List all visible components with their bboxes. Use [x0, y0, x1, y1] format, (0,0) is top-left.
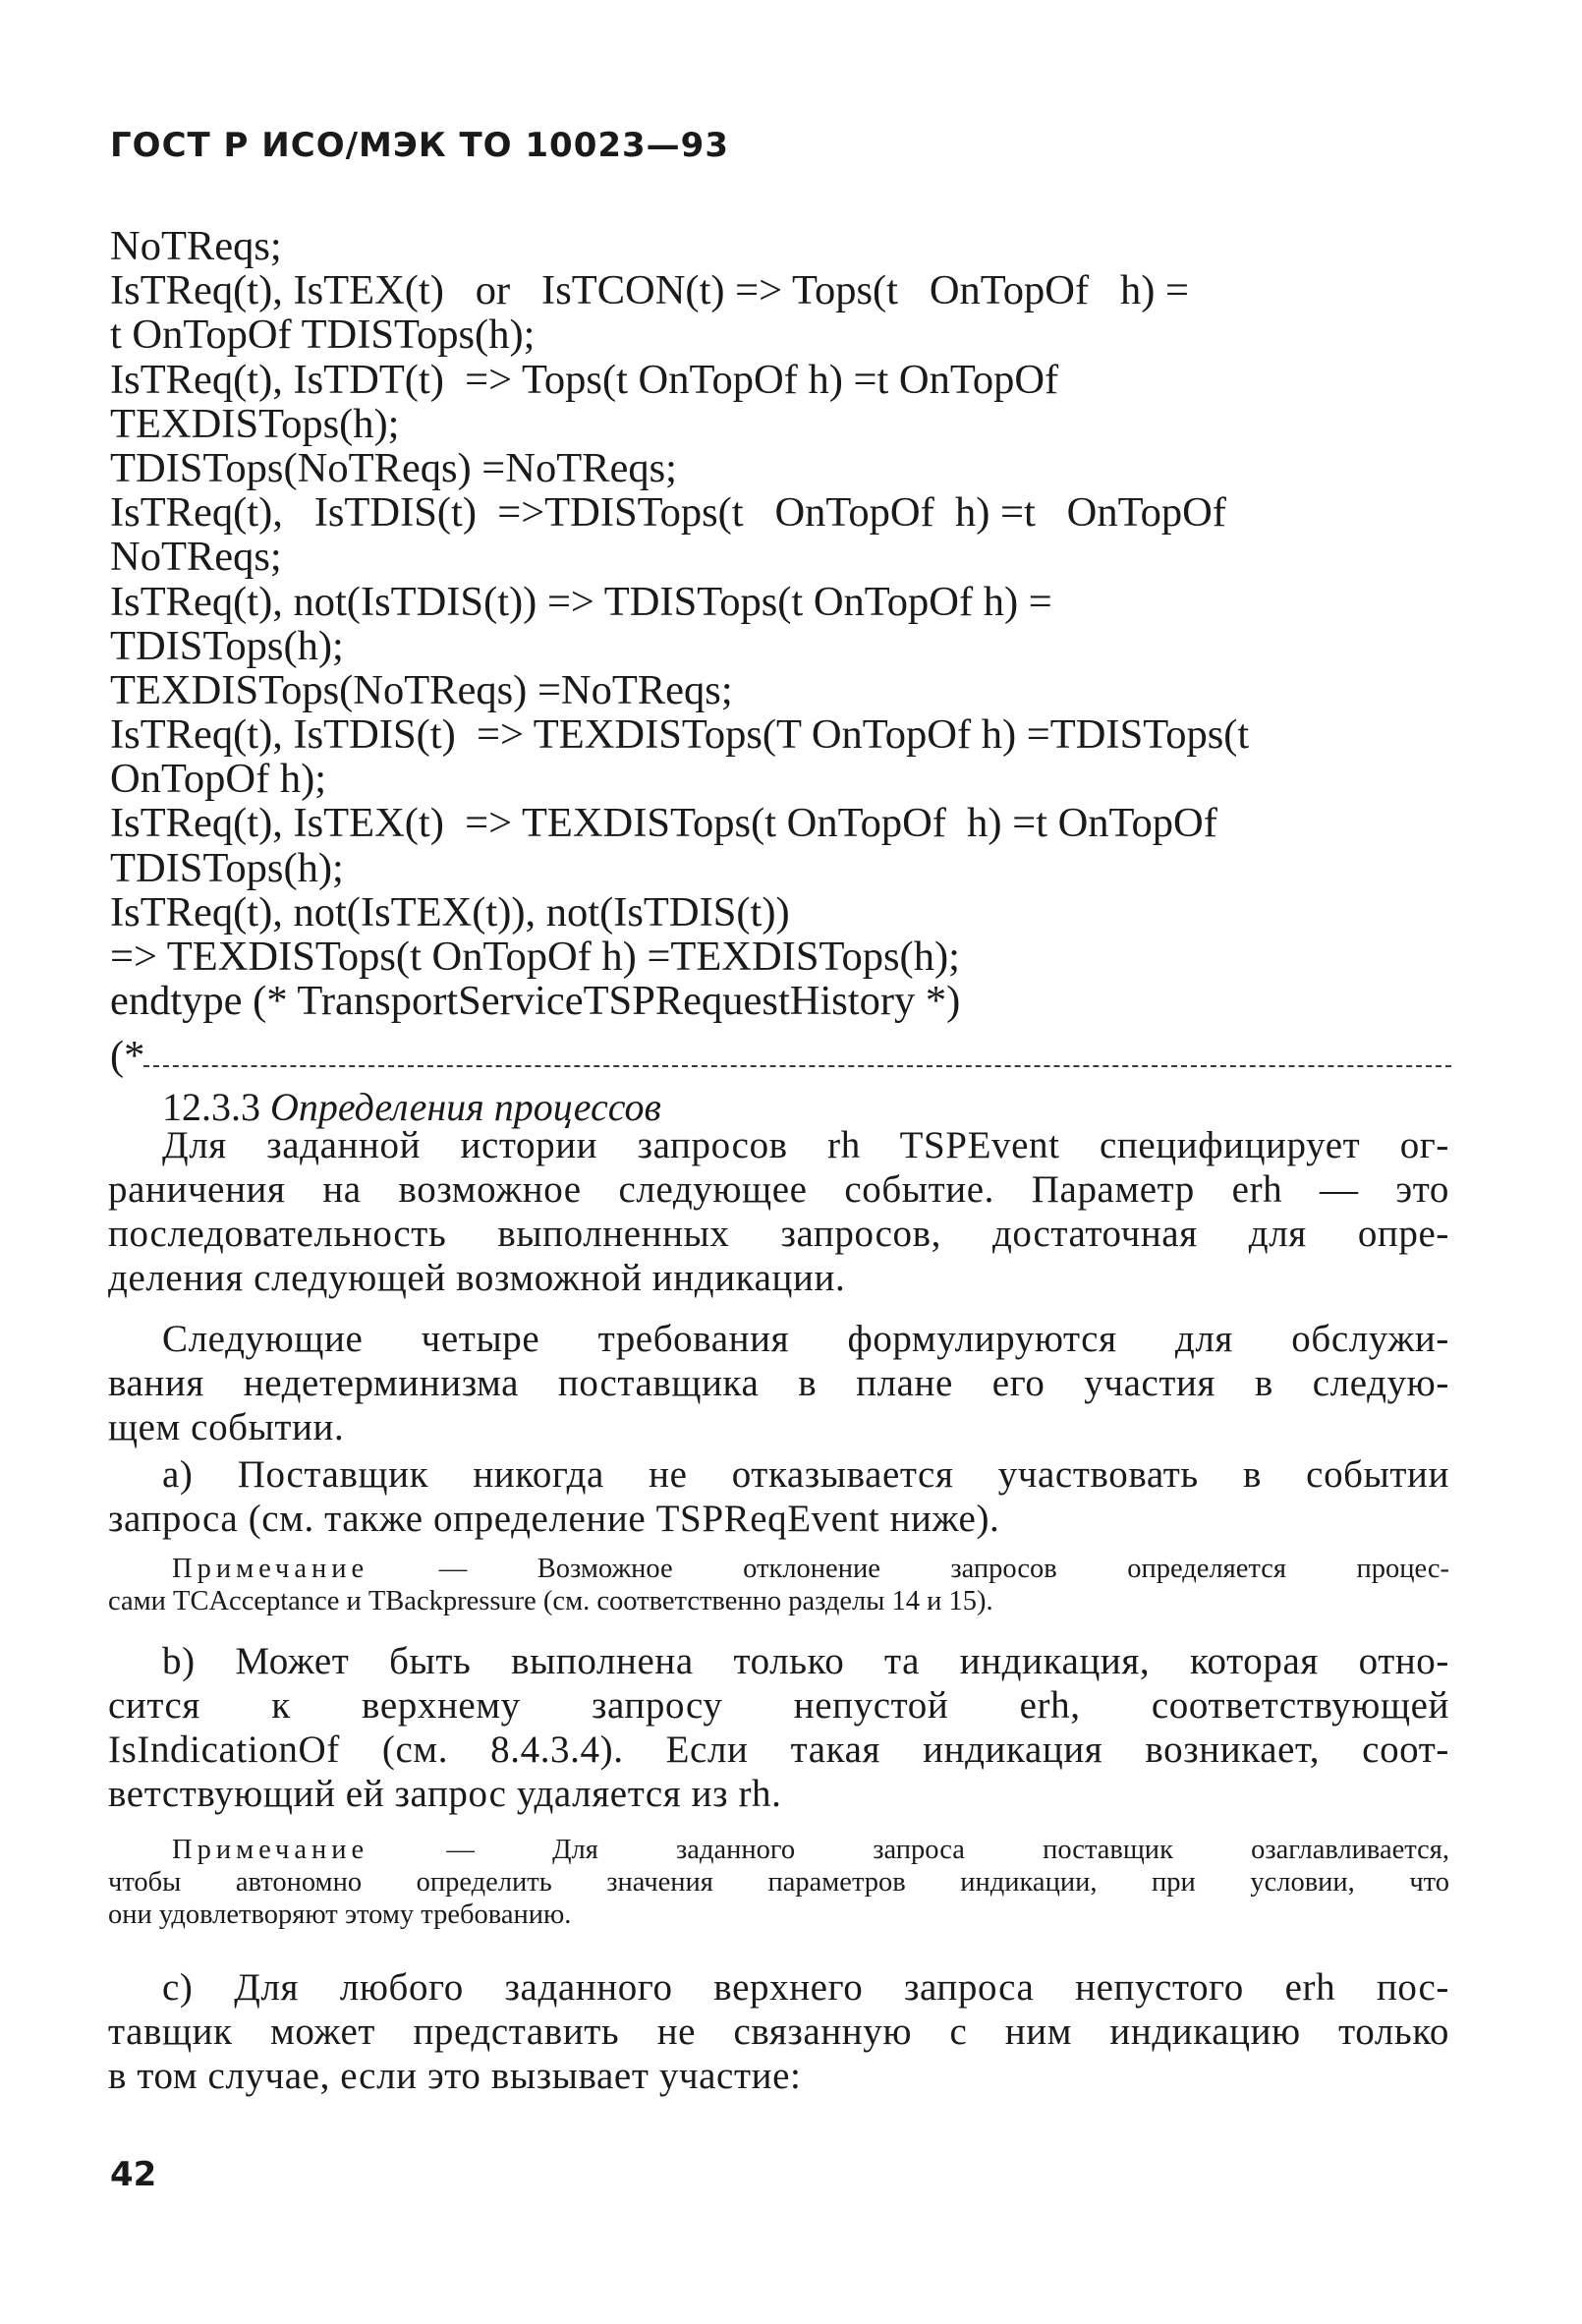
- note-text: чтобы автономно определить значения параметров индикации, при условии, что: [108, 1867, 1449, 1898]
- dashed-rule: [143, 1065, 1451, 1067]
- text-line: IsIndicationOf (см. 8.4.3.4). Если такая индикация возникает, соот-: [108, 1729, 1449, 1771]
- text-line: раничения на возможное следующее событие. Параметр erh — это: [108, 1168, 1449, 1211]
- paragraph-item-c: [108, 1965, 1449, 2098]
- paragraph-intro: [108, 1123, 1449, 1300]
- text-line: Следующие четыре требования формулируются для обслужи-: [162, 1318, 1449, 1360]
- code-line: t OnTopOf TDISTops(h);: [110, 312, 536, 359]
- code-line: TEXDISTops(NoTReqs) =NoTReqs;: [110, 666, 733, 713]
- paragraph-item-b: [108, 1639, 1449, 1816]
- code-line: NoTReqs;: [110, 223, 282, 269]
- section-title: Определения процессов: [270, 1085, 661, 1129]
- running-header: ГОСТ Р ИСО/МЭК ТО 10023—93: [110, 126, 729, 165]
- paragraph-requirements: [108, 1317, 1449, 1449]
- text-line: запроса (см. также определение TSPReqEvent ниже).: [108, 1498, 1000, 1540]
- comment-open: (*: [110, 1033, 145, 1079]
- paragraph-item-a: [108, 1452, 1449, 1541]
- code-line: NoTReqs;: [110, 534, 282, 581]
- code-line: IsTReq(t), IsTEX(t) or IsTCON(t) => Tops(t OnTopOf h) =: [110, 267, 1189, 314]
- code-line: TDISTops(NoTReqs) =NoTReqs;: [110, 444, 677, 491]
- section-number: 12.3.3: [162, 1085, 260, 1129]
- code-line: => TEXDISTops(t OnTopOf h) =TEXDISTops(h);: [110, 934, 960, 980]
- code-line: TDISTops(h);: [110, 844, 344, 891]
- text-line: деления следующей возможной индикации.: [108, 1257, 846, 1299]
- comment-separator: [110, 1032, 1451, 1079]
- code-line: IsTReq(t), not(IsTDIS(t)) => TDISTops(t OnTopOf h) =: [110, 578, 1052, 625]
- note-label: Примечание: [172, 1554, 369, 1584]
- note-text: — Возможное отклонение запросов определяется процес-: [368, 1554, 1449, 1584]
- note-text: они удовлетворяют этому требованию.: [108, 1899, 572, 1930]
- text-line: тавщик может представить не связанную с ним индикацию только: [108, 2011, 1449, 2053]
- code-line: endtype (* TransportServiceTSPRequestHistory *): [110, 978, 961, 1025]
- page-number: 42: [110, 2155, 157, 2194]
- text-line: с) Для любого заданного верхнего запроса непустого erh пос-: [162, 1966, 1449, 2009]
- text-line: в том случае, если это вызывает участие:: [108, 2055, 802, 2097]
- text-line: последовательность выполненных запросов, достаточная для опре-: [108, 1213, 1449, 1255]
- text-line: Для заданной истории запросов rh TSPEvent специфицирует ог-: [162, 1124, 1449, 1166]
- code-line: TDISTops(h);: [110, 622, 344, 669]
- note-label: Примечание: [172, 1835, 369, 1865]
- note-1: [108, 1553, 1449, 1617]
- code-line: IsTReq(t), IsTEX(t) => TEXDISTops(t OnTopOf h) =t OnTopOf: [110, 800, 1217, 847]
- code-line: TEXDISTops(h);: [110, 400, 400, 447]
- text-line: ветствующий ей запрос удаляется из rh.: [108, 1773, 782, 1815]
- note-text: — Для заданного запроса поставщик озаглавливается,: [368, 1835, 1449, 1865]
- text-line: сится к верхнему запросу непустой erh, соответствующей: [108, 1684, 1449, 1727]
- code-line: OnTopOf h);: [110, 756, 327, 803]
- code-line: IsTReq(t), IsTDIS(t) => TEXDISTops(T OnTopOf h) =TDISTops(t: [110, 711, 1250, 759]
- text-line: щем событии.: [108, 1406, 345, 1448]
- text-line: b) Может быть выполнена только та индикация, которая отно-: [162, 1640, 1449, 1682]
- code-block: [110, 224, 1446, 1023]
- text-line: вания недетерминизма поставщика в плане его участия в следую-: [108, 1362, 1449, 1404]
- text-line: а) Поставщик никогда не отказывается участвовать в событии: [162, 1453, 1449, 1496]
- note-text: сами TCAcceptance и TBackpressure (см. соответственно разделы 14 и 15).: [108, 1586, 993, 1616]
- code-line: IsTReq(t), IsTDIS(t) =>TDISTops(t OnTopOf h) =t OnTopOf: [110, 489, 1226, 537]
- code-line: IsTReq(t), IsTDT(t) => Tops(t OnTopOf h) =t OnTopOf: [110, 356, 1059, 403]
- note-2: [108, 1834, 1449, 1931]
- code-line: IsTReq(t), not(IsTEX(t)), not(IsTDIS(t)): [110, 888, 790, 935]
